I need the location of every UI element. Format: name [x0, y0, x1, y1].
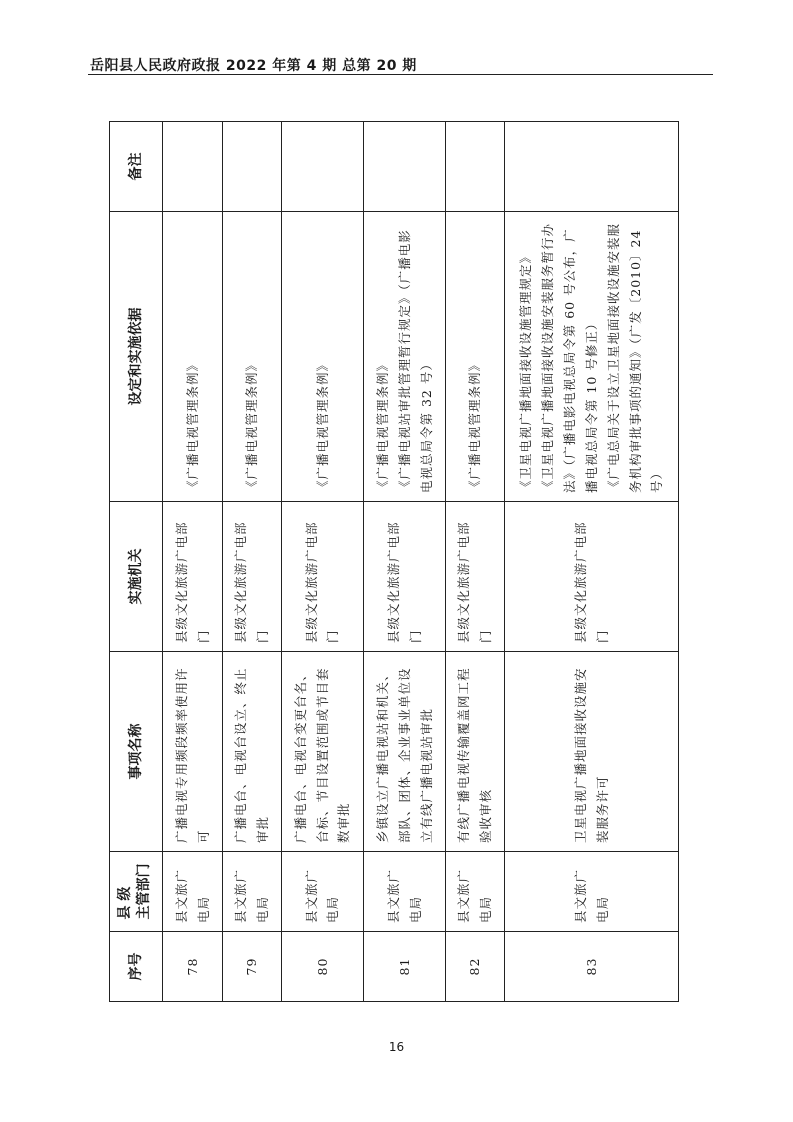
cell-no: 81: [364, 932, 446, 1002]
col-header-no: 序号: [110, 932, 163, 1002]
cell-dept: 县文旅广电局: [222, 852, 281, 932]
cell-remark: [281, 122, 363, 212]
cell-item: 乡镇设立广播电视站和机关、部队、团体、企业事业单位设立有线广播电视站审批: [364, 652, 446, 852]
cell-basis: [446, 212, 505, 502]
cell-basis: [505, 212, 679, 502]
cell-item: 卫星电视广播地面接收设施安装服务许可: [505, 652, 679, 852]
table-row: [281, 122, 363, 1002]
col-header-basis: 设定和实施依据: [110, 212, 163, 502]
cell-dept: 县文旅广电局: [163, 852, 222, 932]
cell-item: 广播电台、电视台变更台名、台标、节目设置范围或节目套数审批: [281, 652, 363, 852]
cell-dept: 县文旅广电局: [446, 852, 505, 932]
basis-line: 《广播电视管理条例》: [314, 357, 330, 493]
table-row: [505, 122, 679, 1002]
basis-line: 《广播电视管理条例》: [467, 357, 483, 493]
cell-remark: [505, 122, 679, 212]
cell-agency: 县级文化旅游广电部门: [222, 502, 281, 652]
table-row: [364, 122, 446, 1002]
table-row: [163, 122, 222, 1002]
cell-basis: [163, 212, 222, 502]
cell-remark: [222, 122, 281, 212]
cell-item: 广播电台、电视台设立、终止审批: [222, 652, 281, 852]
col-header-dept-bottom: 主管部门: [135, 863, 152, 920]
basis-line: 《广电总局关于设立卫星地面接收设施安装服务机构审批事项的通知》（广发〔2010〕24 号）: [605, 222, 665, 493]
col-header-dept-top: 县 级: [117, 886, 133, 920]
journal-header: 岳阳县人民政府政报 2022 年第 4 期 总第 20 期: [90, 58, 417, 74]
col-header-item: 事项名称: [110, 652, 163, 852]
cell-basis: [364, 212, 446, 502]
cell-agency: 县级文化旅游广电部门: [281, 502, 363, 652]
licensing-table: [109, 121, 679, 1002]
cell-agency: 县级文化旅游广电部门: [163, 502, 222, 652]
col-header-dept: [110, 852, 163, 932]
cell-item: 广播电视专用频段频率使用许可: [163, 652, 222, 852]
cell-remark: [364, 122, 446, 212]
basis-line: 《广播电视管理条例》: [374, 357, 390, 493]
cell-item: 有线广播电视传输覆盖网工程验收审核: [446, 652, 505, 852]
cell-basis: [222, 212, 281, 502]
col-header-remark: 备注: [110, 122, 163, 212]
header-rule: [88, 74, 713, 75]
rotated-table-container: [109, 122, 679, 1002]
cell-no: 80: [281, 932, 363, 1002]
cell-dept: 县文旅广电局: [505, 852, 679, 932]
page-number: 16: [388, 1040, 405, 1054]
basis-line: 《广播电视管理条例》: [243, 357, 259, 493]
col-header-agency: 实施机关: [110, 502, 163, 652]
cell-no: 83: [505, 932, 679, 1002]
cell-no: 79: [222, 932, 281, 1002]
cell-agency: 县级文化旅游广电部门: [364, 502, 446, 652]
table-row: [446, 122, 505, 1002]
cell-dept: 县文旅广电局: [364, 852, 446, 932]
basis-line: 《卫星电视广播地面接收设施管理规定》: [518, 249, 534, 493]
cell-agency: 县级文化旅游广电部门: [505, 502, 679, 652]
cell-no: 78: [163, 932, 222, 1002]
basis-line: 《广播电视管理条例》: [184, 357, 200, 493]
table-row: [222, 122, 281, 1002]
cell-dept: 县文旅广电局: [281, 852, 363, 932]
cell-agency: 县级文化旅游广电部门: [446, 502, 505, 652]
table-header-row: [110, 122, 163, 1002]
cell-remark: [446, 122, 505, 212]
cell-no: 82: [446, 932, 505, 1002]
basis-line: 《卫星电视广播地面接收设施安装服务暂行办法》（广播电影电视总局令第 60 号公布，广播电视总局令第 10 号修正）: [540, 222, 599, 493]
cell-remark: [163, 122, 222, 212]
cell-basis: [281, 212, 363, 502]
basis-line: 《广播电视站审批管理暂行规定》（广播电影电视总局令第 32 号）: [396, 229, 434, 493]
